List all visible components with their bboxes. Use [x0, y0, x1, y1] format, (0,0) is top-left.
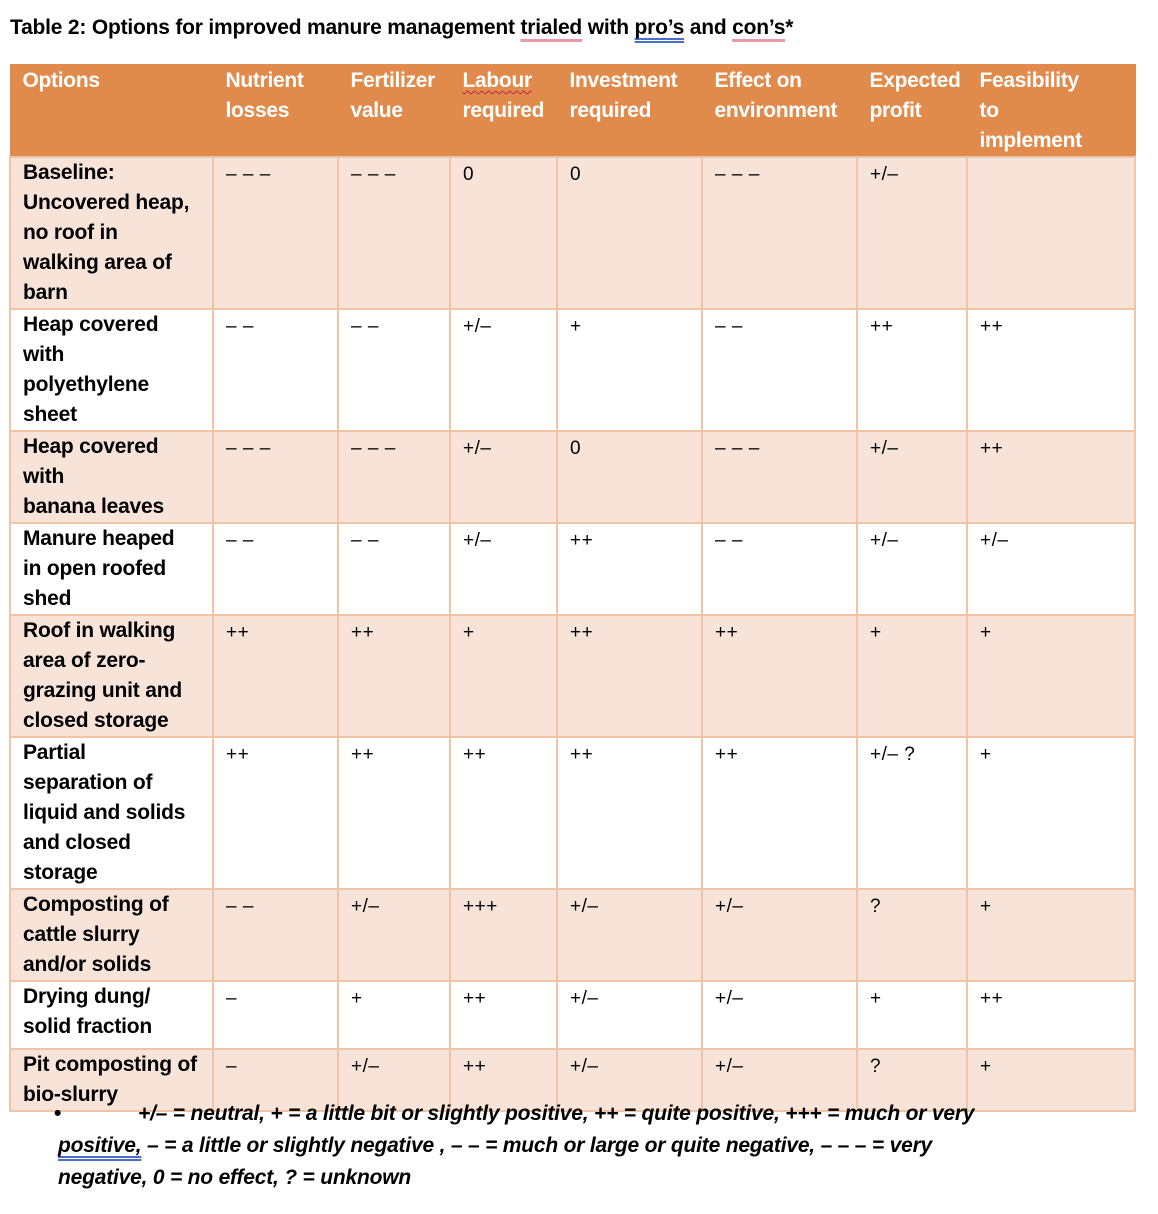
cell-investment-required: 0 [557, 431, 702, 523]
caption-word-pros: pro’s [634, 16, 685, 39]
header-fertilizer-value [338, 64, 450, 157]
cell-labour-required: 0 [450, 157, 557, 309]
caption-text: Table 2: Options for improved manure management [10, 16, 521, 39]
option-cell [10, 615, 213, 737]
cell-nutrient-losses: – – – [213, 431, 338, 523]
header-label: environment [714, 99, 838, 122]
cell-fertilizer-value: + [338, 981, 450, 1049]
cell-fertilizer-value: ++ [338, 737, 450, 889]
cell-effect-environment: ++ [702, 615, 857, 737]
cell-investment-required: ++ [557, 615, 702, 737]
option-label-line: shed [23, 587, 72, 610]
table-header-row [10, 64, 1135, 157]
table-body [10, 157, 1135, 1111]
option-label-line: sheet [23, 403, 77, 426]
cell-effect-environment: – – [702, 523, 857, 615]
option-label-line: Composting of [23, 893, 169, 916]
cell-labour-required: +/– [450, 523, 557, 615]
option-label-line: Partial [23, 741, 86, 764]
header-label: Labour [462, 69, 532, 92]
option-label-line: Pit composting of [23, 1053, 197, 1076]
header-label: required [462, 99, 545, 122]
option-label-line: Baseline: [23, 161, 115, 184]
cell-nutrient-losses: ++ [213, 737, 338, 889]
cell-fertilizer-value: – – – [338, 431, 450, 523]
option-label-line: banana leaves [23, 495, 164, 518]
cell-effect-environment: +/– [702, 1049, 857, 1111]
cell-nutrient-losses: – – – [213, 157, 338, 309]
option-label-line: and/or solids [23, 953, 152, 976]
cell-investment-required: ++ [557, 737, 702, 889]
caption-word-trialed: trialed [520, 16, 583, 39]
cell-feasibility: ++ [967, 981, 1135, 1049]
caption-word-cons: con’s [732, 16, 786, 39]
option-label-line: with [23, 343, 65, 366]
cell-labour-required: ++ [450, 981, 557, 1049]
header-label: Investment [569, 69, 678, 92]
header-label: Feasibility [979, 69, 1079, 92]
cell-labour-required: + [450, 615, 557, 737]
cell-labour-required: +/– [450, 431, 557, 523]
option-cell [10, 523, 213, 615]
table-caption [10, 16, 793, 40]
cell-nutrient-losses: – [213, 981, 338, 1049]
cell-expected-profit: + [857, 981, 967, 1049]
cell-effect-environment: – – [702, 309, 857, 431]
option-label-line: cattle slurry [23, 923, 140, 946]
option-label-line: solid fraction [23, 1015, 153, 1038]
cell-investment-required: + [557, 309, 702, 431]
cell-nutrient-losses: – – [213, 309, 338, 431]
header-effect-environment [702, 64, 857, 157]
header-label: Effect on [714, 69, 802, 92]
option-label-line: walking area of [23, 251, 172, 274]
legend [54, 1098, 1098, 1194]
header-labour-required [450, 64, 557, 157]
option-label-line: storage [23, 861, 98, 884]
cell-labour-required: ++ [450, 737, 557, 889]
cell-feasibility: ++ [967, 431, 1135, 523]
header-label: Options [22, 69, 100, 92]
caption-text: with [582, 16, 635, 39]
cell-expected-profit: +/– ? [857, 737, 967, 889]
cell-feasibility: ++ [967, 309, 1135, 431]
table-row [10, 157, 1135, 309]
option-cell [10, 431, 213, 523]
option-label-line: barn [23, 281, 68, 304]
cell-feasibility [967, 157, 1135, 309]
cell-expected-profit: ++ [857, 309, 967, 431]
cell-feasibility: + [967, 889, 1135, 981]
header-label: implement [979, 129, 1082, 152]
cell-fertilizer-value: – – [338, 523, 450, 615]
table-row [10, 981, 1135, 1049]
table-row [10, 523, 1135, 615]
option-cell [10, 737, 213, 889]
option-label-line: separation of [23, 771, 153, 794]
header-label: profit [869, 99, 922, 122]
cell-fertilizer-value: +/– [338, 889, 450, 981]
cell-expected-profit: +/– [857, 157, 967, 309]
option-label-line: area of zero- [23, 649, 146, 672]
cell-nutrient-losses: – – [213, 889, 338, 981]
cell-expected-profit: + [857, 615, 967, 737]
cell-investment-required: +/– [557, 889, 702, 981]
table-row [10, 431, 1135, 523]
cell-feasibility: +/– [967, 523, 1135, 615]
cell-effect-environment: +/– [702, 889, 857, 981]
cell-expected-profit: ? [857, 889, 967, 981]
header-label: to [979, 99, 999, 122]
option-label-line: Manure heaped [23, 527, 175, 550]
header-label: losses [225, 99, 290, 122]
legend-line: +/– = neutral, + = a little bit or slightly positive, ++ = quite positive, +++ = much or very [138, 1102, 975, 1125]
option-label-line: Heap covered [23, 313, 159, 336]
cell-feasibility: + [967, 1049, 1135, 1111]
option-label-line: Roof in walking [23, 619, 176, 642]
option-label-line: in open roofed [23, 557, 167, 580]
cell-effect-environment: – – – [702, 157, 857, 309]
cell-nutrient-losses: – [213, 1049, 338, 1111]
cell-labour-required: +/– [450, 309, 557, 431]
option-label-line: Drying dung/ [23, 985, 151, 1008]
legend-text: – = a little or slightly negative , – – = much or large or quite negative, – – – = very [141, 1134, 933, 1157]
cell-fertilizer-value: – – – [338, 157, 450, 309]
legend-word-positive: positive, [58, 1134, 142, 1157]
option-label-line: Heap covered [23, 435, 159, 458]
cell-fertilizer-value: – – [338, 309, 450, 431]
cell-investment-required: +/– [557, 1049, 702, 1111]
cell-fertilizer-value: +/– [338, 1049, 450, 1111]
cell-investment-required: +/– [557, 981, 702, 1049]
option-cell [10, 889, 213, 981]
cell-investment-required: ++ [557, 523, 702, 615]
option-label-line: with [23, 465, 65, 488]
option-label-line: no roof in [23, 221, 118, 244]
header-options [10, 64, 213, 157]
cell-effect-environment: +/– [702, 981, 857, 1049]
option-cell [10, 309, 213, 431]
cell-feasibility: + [967, 737, 1135, 889]
cell-feasibility: + [967, 615, 1135, 737]
cell-labour-required: ++ [450, 1049, 557, 1111]
cell-expected-profit: +/– [857, 431, 967, 523]
legend-line [58, 1130, 1098, 1162]
cell-fertilizer-value: ++ [338, 615, 450, 737]
header-label: Fertilizer [350, 69, 436, 92]
cell-expected-profit: +/– [857, 523, 967, 615]
cell-expected-profit: ? [857, 1049, 967, 1111]
header-nutrient-losses [213, 64, 338, 157]
legend-bullet: • [54, 1102, 62, 1125]
header-investment-required [557, 64, 702, 157]
option-label-line: and closed [23, 831, 131, 854]
option-label-line: closed storage [23, 709, 169, 732]
option-label-line: grazing unit and [23, 679, 182, 702]
option-label-line: liquid and solids [23, 801, 186, 824]
header-label: value [350, 99, 403, 122]
cell-investment-required: 0 [557, 157, 702, 309]
cell-effect-environment: ++ [702, 737, 857, 889]
table-row [10, 889, 1135, 981]
option-label-line: Uncovered heap, [23, 191, 190, 214]
header-label: Nutrient [225, 69, 304, 92]
table-row [10, 737, 1135, 889]
option-label-line: bio-slurry [23, 1083, 118, 1106]
option-cell [10, 981, 213, 1049]
cell-nutrient-losses: – – [213, 523, 338, 615]
option-cell [10, 157, 213, 309]
header-expected-profit [857, 64, 967, 157]
legend-line: negative, 0 = no effect, ? = unknown [58, 1166, 411, 1189]
cell-nutrient-losses: ++ [213, 615, 338, 737]
manure-options-table [9, 64, 1136, 1112]
option-label-line: polyethylene [23, 373, 149, 396]
table-row [10, 309, 1135, 431]
caption-text: * [785, 16, 794, 39]
cell-labour-required: +++ [450, 889, 557, 981]
header-feasibility [967, 64, 1135, 157]
table-row [10, 615, 1135, 737]
header-label: Expected [869, 69, 961, 92]
header-label: required [569, 99, 652, 122]
cell-effect-environment: – – – [702, 431, 857, 523]
caption-text: and [684, 16, 733, 39]
